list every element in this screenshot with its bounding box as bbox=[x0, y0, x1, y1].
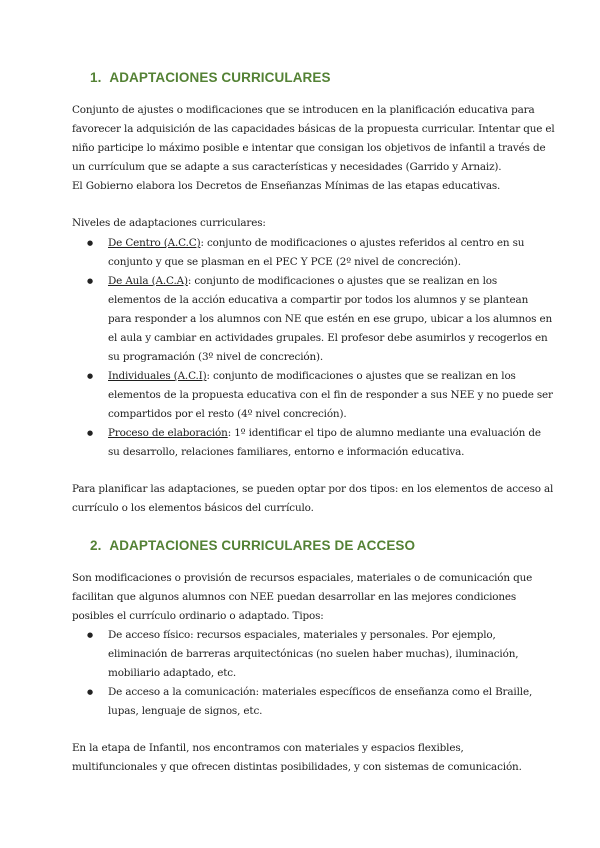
text-line: : 1º identificar el tipo de alumno mediante una evaluación de bbox=[227, 427, 541, 439]
text-line: eliminación de barreras arquitectónicas (no suelen haber muchas), iluminación, bbox=[108, 648, 519, 660]
text-line: para responder a los alumnos con NE que estén en ese grupo, ubicar a los alumnos en bbox=[108, 313, 553, 325]
section-2-title: ADAPTACIONES CURRICULARES DE ACCESO bbox=[109, 538, 416, 553]
list-item bbox=[72, 424, 542, 462]
section-1-intro bbox=[72, 101, 555, 196]
text-line: su desarrollo, relaciones familiares, entorno e información educativa. bbox=[108, 446, 465, 458]
list-item bbox=[72, 367, 553, 424]
text-line: Conjunto de ajustes o modificaciones que se introducen en la planificación educativa para bbox=[72, 104, 535, 116]
text-line: un currículum que se adapte a sus características y necesidades (Garrido y Arnaiz). bbox=[72, 161, 502, 173]
level-term: De Aula (A.C.A) bbox=[108, 275, 188, 287]
text-line: elementos de la acción educativa a compartir por todos los alumnos y se plantean bbox=[108, 294, 529, 306]
section-2-number: 2. bbox=[90, 538, 102, 553]
text-line: Niveles de adaptaciones curriculares: bbox=[72, 217, 266, 229]
text-line: posibles el currículo ordinario o adaptado. Tipos: bbox=[72, 610, 324, 622]
text-line: : conjunto de modificaciones o ajustes referidos al centro en su bbox=[200, 237, 525, 249]
section-2-closing bbox=[72, 739, 534, 777]
list-item bbox=[72, 626, 542, 683]
section-1-heading bbox=[90, 70, 331, 85]
text-line: facilitan que algunos alumnos con NEE puedan desarrollar en las mejores condiciones bbox=[72, 591, 517, 603]
text-line: lupas, lenguaje de signos, etc. bbox=[108, 705, 263, 717]
text-line: elementos de la propuesta educativa con el fin de responder a sus NEE y no puede ser bbox=[108, 389, 553, 401]
text-line: conjunto y que se plasman en el PEC Y PCE (2º nivel de concreción). bbox=[108, 256, 461, 268]
text-line: su programación (3º nivel de concreción). bbox=[108, 351, 324, 363]
text-line: : conjunto de modificaciones o ajustes que se realizan en los bbox=[187, 275, 498, 287]
levels-label bbox=[72, 214, 534, 233]
section-1-closing bbox=[72, 480, 554, 518]
section-1-title: ADAPTACIONES CURRICULARES bbox=[109, 70, 331, 85]
text-line: mobiliario adaptado, etc. bbox=[108, 667, 237, 679]
list-item bbox=[72, 683, 542, 721]
text-line: Son modificaciones o provisión de recursos espaciales, materiales o de comunicación que bbox=[72, 572, 533, 584]
list-item bbox=[72, 272, 553, 367]
text-line: ● De acceso a la comunicación: materiales específicos de enseñanza como el Braille, bbox=[108, 686, 533, 698]
level-term: Individuales (A.C.I) bbox=[108, 370, 207, 382]
text-line: favorecer la adquisición de las capacidades básicas de la propuesta curricular. Intentar que el bbox=[72, 123, 555, 135]
list-item bbox=[72, 234, 542, 272]
levels-list bbox=[72, 234, 553, 462]
text-line: : conjunto de modificaciones o ajustes que se realizan en los bbox=[206, 370, 516, 382]
text-line: currículo o los elementos básicos del currículo. bbox=[72, 502, 314, 514]
text-line: multifuncionales y que ofrecen distintas posibilidades, y con sistemas de comunicación. bbox=[72, 761, 522, 773]
text-line: El Gobierno elabora los Decretos de Enseñanzas Mínimas de las etapas educativas. bbox=[72, 180, 501, 192]
text-line: Para planificar las adaptaciones, se pueden optar por dos tipos: en los elementos de acceso al bbox=[72, 483, 554, 495]
section-2-intro bbox=[72, 569, 534, 626]
text-line: el aula y cambiar en actividades grupales. El profesor debe asumirlos y recogerlos en bbox=[108, 332, 548, 344]
text-line: En la etapa de Infantil, nos encontramos con materiales y espacios flexibles, bbox=[72, 742, 464, 754]
text-line: niño participe lo máximo posible e intentar que consigan los objetivos de infantil a través de bbox=[72, 142, 546, 154]
section-1-number: 1. bbox=[90, 70, 102, 85]
text-line: compartidos por el resto (4º nivel concreción). bbox=[108, 408, 347, 420]
text-line: ● De acceso físico: recursos espaciales, materiales y personales. Por ejemplo, bbox=[108, 629, 496, 641]
level-term: De Centro (A.C.C) bbox=[108, 237, 201, 249]
level-term: Proceso de elaboración bbox=[108, 427, 228, 439]
access-types-list bbox=[72, 626, 542, 721]
section-2-heading bbox=[90, 538, 415, 553]
